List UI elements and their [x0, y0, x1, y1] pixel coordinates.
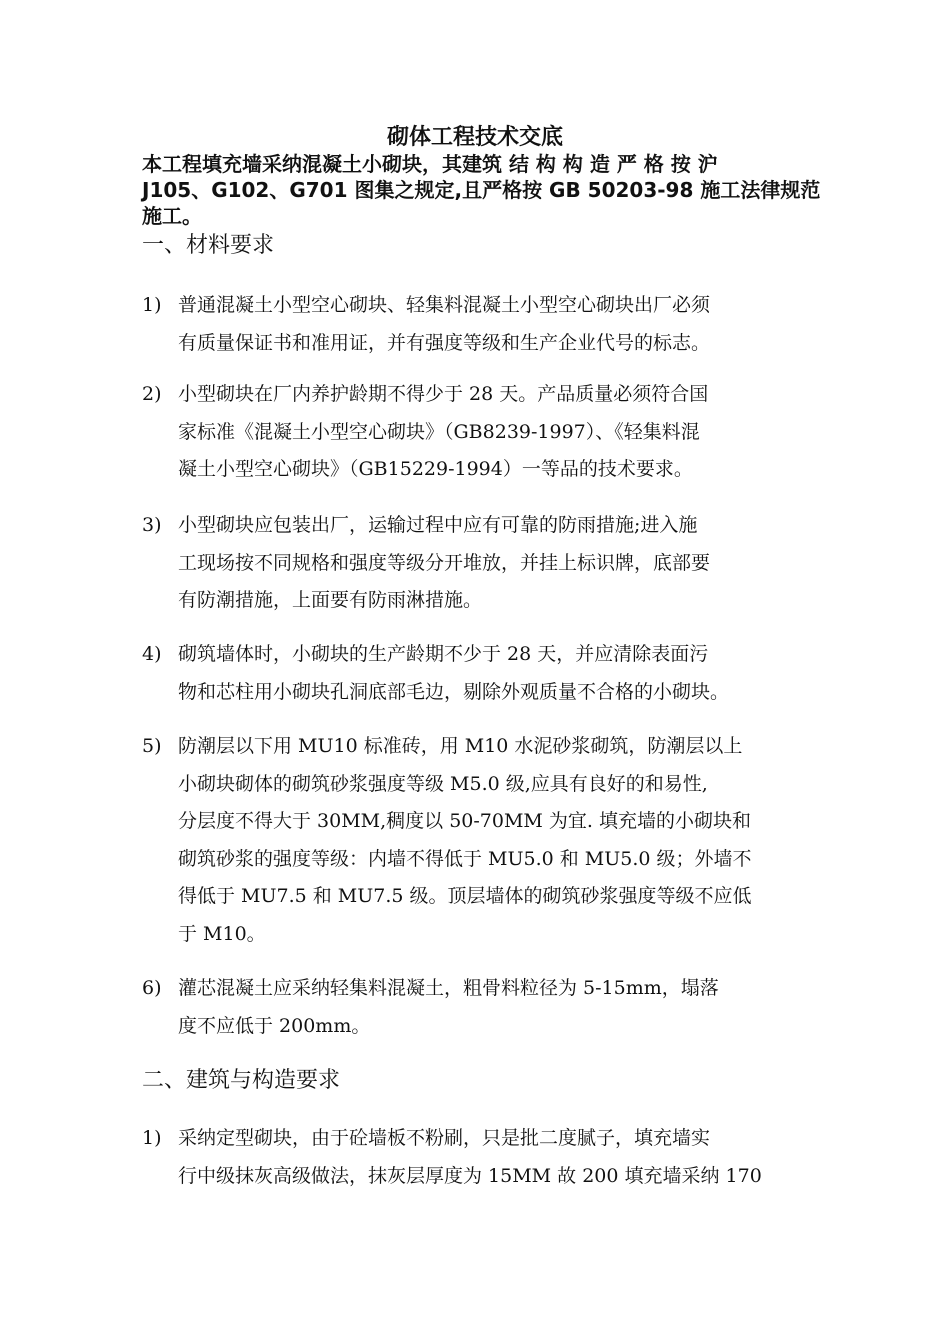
intro-line-1: 本工程填充墙采纳混凝土小砌块，其建筑 结 构 构 造 严 格 按 沪 — [142, 152, 718, 176]
item-text-line: 采纳定型砌块，由于砼墙板不粉刷，只是批二度腻子，填充墙实 — [178, 1127, 711, 1149]
item-number: 1) — [142, 294, 162, 316]
item-text-line: 工现场按不同规格和强度等级分开堆放，并挂上标识牌，底部要 — [178, 551, 711, 574]
item-number: 3) — [142, 514, 162, 536]
list-item — [142, 970, 832, 1045]
list-item — [142, 507, 832, 620]
item-text-line: 防潮层以下用 MU10 标准砖，用 M10 水泥砂浆砌筑，防潮层以上 — [178, 735, 743, 757]
section-heading-construction: 二、建筑与构造要求 — [142, 1068, 341, 1093]
item-text-line: 物和芯柱用小砌块孔洞底部毛边，剔除外观质量不合格的小砌块。 — [178, 680, 730, 703]
item-text-line: 行中级抹灰高级做法，抹灰层厚度为 15MM 故 200 填充墙采纳 170 — [178, 1164, 762, 1187]
item-number: 4) — [142, 643, 162, 665]
item-text-line: 砌筑砂浆的强度等级：内墙不得低于 MU5.0 和 MU5.0 级；外墙不 — [178, 847, 752, 870]
item-number: 6) — [142, 977, 162, 999]
list-item — [142, 1120, 832, 1195]
item-text-line: 家标准《混凝土小型空心砌块》（GB8239-1997）、《轻集料混 — [178, 420, 700, 443]
list-item — [142, 287, 832, 362]
item-text-line: 有质量保证书和准用证，并有强度等级和生产企业代号的标志。 — [178, 331, 711, 354]
item-text-line: 于 M10。 — [178, 922, 266, 945]
list-item — [142, 376, 832, 489]
item-number: 2) — [142, 383, 162, 405]
intro-line-2: J105、G102、G701 图集之规定,且严格按 GB 50203-98 施工法律规范 — [142, 178, 821, 202]
item-text-line: 度不应低于 200mm。 — [178, 1014, 371, 1037]
list-item — [142, 728, 832, 953]
item-text-line: 凝土小型空心砌块》（GB15229-1994）一等品的技术要求。 — [178, 458, 693, 480]
intro-line-3: 施工。 — [142, 204, 202, 228]
item-text-line: 灌芯混凝土应采纳轻集料混凝土，粗骨料粒径为 5-15mm，塌落 — [178, 977, 719, 999]
item-text-line: 有防潮措施，上面要有防雨淋措施。 — [178, 589, 483, 611]
item-text-line: 得低于 MU7.5 和 MU7.5 级。顶层墙体的砌筑砂浆强度等级不应低 — [178, 885, 752, 907]
list-item — [142, 636, 832, 711]
item-text-line: 分层度不得大于 30MM,稠度以 50-70MM 为宜. 填充墙的小砌块和 — [178, 810, 752, 832]
item-number: 1) — [142, 1127, 162, 1149]
item-text-line: 小型砌块在厂内养护龄期不得少于 28 天。产品质量必须符合国 — [178, 383, 709, 405]
item-text-line: 小型砌块应包装出厂，运输过程中应有可靠的防雨措施;进入施 — [178, 514, 698, 536]
item-text-line: 小砌块砌体的砌筑砂浆强度等级 M5.0 级,应具有良好的和易性, — [178, 772, 708, 795]
section-heading-materials: 一、材料要求 — [142, 233, 275, 258]
item-text-line: 普通混凝土小型空心砌块、轻集料混凝土小型空心砌块出厂必须 — [178, 294, 711, 316]
document-title: 砌体工程技术交底 — [386, 125, 563, 150]
item-number: 5) — [142, 735, 162, 757]
item-text-line: 砌筑墙体时，小砌块的生产龄期不少于 28 天，并应清除表面污 — [178, 643, 709, 665]
